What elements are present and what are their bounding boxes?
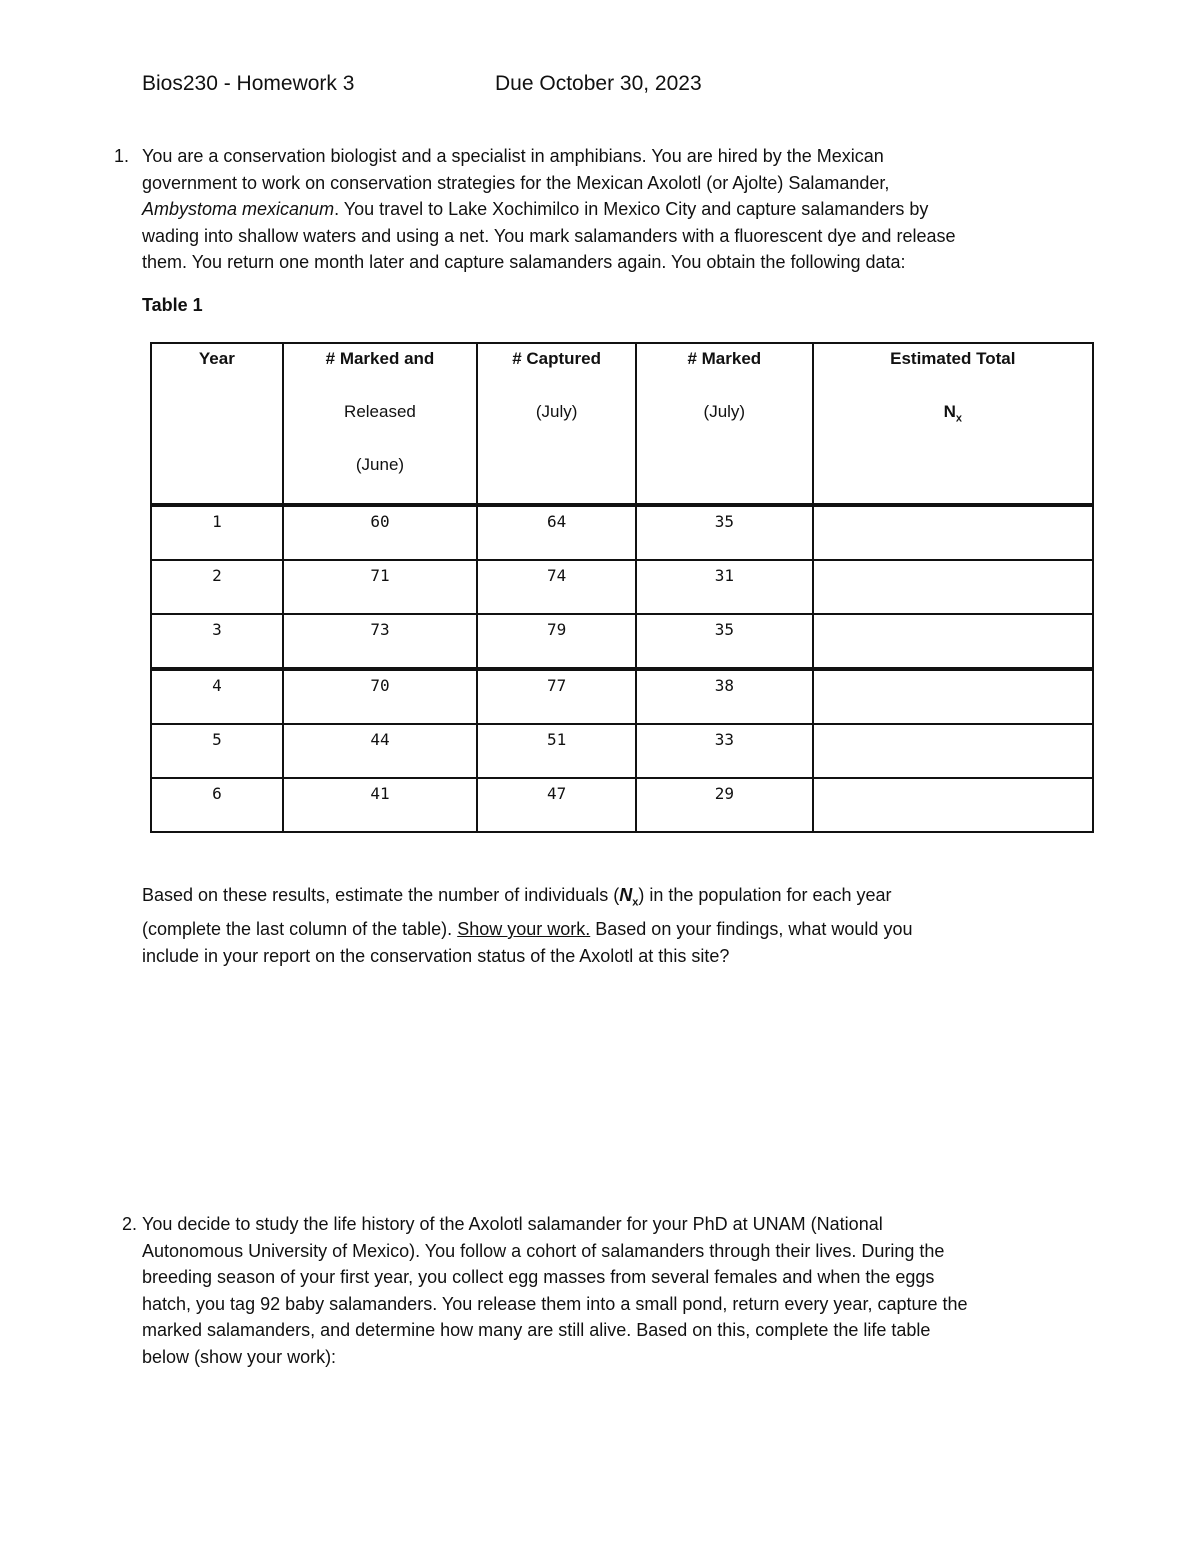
header-markedj-line2: (July) xyxy=(703,402,746,421)
cell-estimate[interactable] xyxy=(813,614,1093,669)
question-2-number: 2. xyxy=(122,1214,138,1234)
cell-year: 2 xyxy=(151,560,283,614)
header-year xyxy=(151,343,283,505)
question-2-line: You decide to study the life history of the Axolotl salamander for your PhD at UNAM (National xyxy=(142,1214,883,1234)
question-1-number: 1. xyxy=(114,146,130,166)
header-year-label: Year xyxy=(198,349,235,368)
cell-marked: 73 xyxy=(283,614,477,669)
question-1-line-rest: . You travel to Lake Xochimilco in Mexico City and capture salamanders by xyxy=(334,199,929,219)
question-1-line: You are a conservation biologist and a specialist in amphibians. You are hired by the Mexican xyxy=(142,146,884,166)
question-2-line: below (show your work): xyxy=(142,1346,337,1367)
cell-captured: 74 xyxy=(477,560,636,614)
cell-marked: 60 xyxy=(283,505,477,560)
header-markedj-line1: # Marked xyxy=(687,349,762,368)
header-marked-july xyxy=(636,343,812,505)
header-est-line1: Estimated Total xyxy=(890,349,1016,368)
header-captured xyxy=(477,343,636,505)
cell-marked-july: 33 xyxy=(636,724,812,778)
header-captured-line1: # Captured xyxy=(512,349,602,368)
table-row xyxy=(151,724,1093,778)
header-marked-line3: (June) xyxy=(355,455,405,474)
cell-captured: 64 xyxy=(477,505,636,560)
nx-inline-symbol: N xyxy=(619,885,633,905)
followup-line2-a: (complete the last column of the table). xyxy=(142,919,453,940)
followup-line: include in your report on the conservation status of the Axolotl at this site? xyxy=(142,945,730,966)
cell-captured: 79 xyxy=(477,614,636,669)
cell-marked-july: 38 xyxy=(636,669,812,724)
followup-line xyxy=(142,916,1072,943)
table-row xyxy=(151,505,1093,560)
cell-marked-july: 31 xyxy=(636,560,812,614)
question-1-line xyxy=(142,196,1072,223)
table-header-row xyxy=(151,343,1093,505)
due-date: Due October 30, 2023 xyxy=(495,72,702,95)
header-marked-released xyxy=(283,343,477,505)
cell-marked: 71 xyxy=(283,560,477,614)
question-2-line: breeding season of your first year, you collect egg masses from several females and when the eggs xyxy=(142,1267,935,1287)
question-2-line: Autonomous University of Mexico). You follow a cohort of salamanders through their lives. During the xyxy=(142,1240,945,1261)
header-marked-line1: # Marked and xyxy=(325,349,435,368)
followup-line xyxy=(142,882,1072,916)
question-2-line: hatch, you tag 92 baby salamanders. You release them into a small pond, return every year, capture the xyxy=(142,1293,968,1314)
cell-marked-july: 29 xyxy=(636,778,812,832)
cell-marked-july: 35 xyxy=(636,614,812,669)
header-marked-line2: Released xyxy=(344,402,416,421)
header-estimated-total xyxy=(813,343,1093,505)
question-1-followup xyxy=(142,882,1072,969)
cell-year: 5 xyxy=(151,724,283,778)
followup-line1-b: ) in the population for each year xyxy=(638,885,892,905)
table-label: Table 1 xyxy=(142,295,203,315)
question-1 xyxy=(114,143,1072,276)
table-row xyxy=(151,778,1093,832)
cell-marked-july: 35 xyxy=(636,505,812,560)
cell-year: 3 xyxy=(151,614,283,669)
cell-captured: 51 xyxy=(477,724,636,778)
nx-inline-subscript: x xyxy=(632,896,639,909)
followup-line2-b: Based on your findings, what would you xyxy=(595,919,913,940)
table-row xyxy=(151,614,1093,669)
cell-estimate[interactable] xyxy=(813,669,1093,724)
table-row xyxy=(151,560,1093,614)
cell-estimate[interactable] xyxy=(813,724,1093,778)
cell-estimate[interactable] xyxy=(813,505,1093,560)
cell-year: 4 xyxy=(151,669,283,724)
cell-marked: 41 xyxy=(283,778,477,832)
species-name: Ambystoma mexicanum xyxy=(142,199,335,219)
nx-subscript: x xyxy=(955,412,962,425)
question-2-line: marked salamanders, and determine how many are still alive. Based on this, complete the life table xyxy=(142,1320,931,1340)
course-title: Bios230 - Homework 3 xyxy=(142,72,355,95)
question-1-line: government to work on conservation strategies for the Mexican Axolotl (or Ajolte) Salamander, xyxy=(142,172,890,193)
table-row xyxy=(151,669,1093,724)
question-1-line: them. You return one month later and capture salamanders again. You obtain the following data: xyxy=(142,252,906,272)
cell-captured: 77 xyxy=(477,669,636,724)
header-captured-line2: (July) xyxy=(535,402,578,421)
mark-recapture-table xyxy=(150,342,1094,833)
followup-line1-a: Based on these results, estimate the number of individuals ( xyxy=(142,885,620,905)
question-1-line: wading into shallow waters and using a net. You mark salamanders with a fluorescent dye and release xyxy=(142,225,956,246)
cell-year: 6 xyxy=(151,778,283,832)
cell-estimate[interactable] xyxy=(813,560,1093,614)
show-work-emphasis: Show your work. xyxy=(457,919,591,940)
cell-captured: 47 xyxy=(477,778,636,832)
cell-estimate[interactable] xyxy=(813,778,1093,832)
cell-marked: 70 xyxy=(283,669,477,724)
nx-symbol: N xyxy=(943,402,956,421)
cell-year: 1 xyxy=(151,505,283,560)
question-2 xyxy=(122,1211,1072,1370)
header-est-line2 xyxy=(814,397,1092,450)
cell-marked: 44 xyxy=(283,724,477,778)
